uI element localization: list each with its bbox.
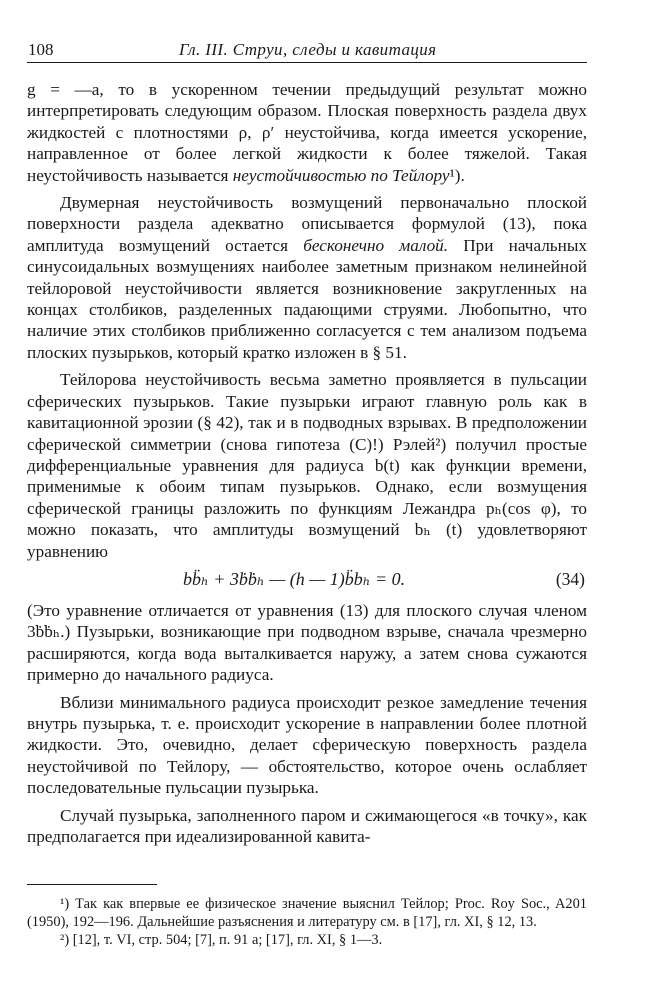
paragraph-6: Случай пузырька, заполненного паром и сжимающегося «в точку», как предполагается при идеализированной кавита- [27,805,587,846]
paragraph-3: Тейлорова неустойчивость весьма заметно проявляется в пульсации сферических пузырьков. Такие пузырьки играют главную роль как в кавитационной эрозии (§ 42), так и в подводных взрывах. В предположении сферической симметрии (снова гипотеза (C)!) Рэлей²) получил простые дифференциальные уравнения для радиуса b(t) как функции времени, применимые к обоим типам пузырьков. Однако, если возмущения сферической границы разложить по функциям Лежандра pₕ(cos φ), то можно показать, что амплитуды возмущений bₕ (t) удовлетворяют уравнению [27,370,587,561]
equation-number: (34) [555,568,585,589]
paragraph-1: g = —a, то в ускоренном течении предыдущий результат можно интерпретировать следующим образом. Плоская поверхность раздела двух жидкостей с плотностями ρ, ρ′ неустойчива, когда имеется ускорение, направленное от более легкой жидкости к более тяжелой. Такая неустойчивость называется неустойчивостью по Тейлору¹). [27,80,587,185]
term-infinitesimal: бесконечно малой. [303,235,449,255]
term-taylor-instability: неустойчивостью по Тейлору [232,165,450,185]
book-page [27,36,587,948]
running-title: Гл. III. Струи, следы и кавитация [179,40,437,59]
header-rule [27,62,587,63]
page-number: 108 [28,40,54,59]
footnotes [27,895,587,949]
paragraph-2: Двумерная неустойчивость возмущений первоначально плоской поверхности раздела адекватно описывается формулой (13), пока амплитуда возмущений остается бесконечно малой. При начальных синусоидальных возмущениях наиболее заметным признаком нелинейной тейлоровой неустойчивости является возникновение закругленных на концах столбиков, разделенных падающими струями. Любопытно, что наличие этих столбиков приближенно согласуется с тем анализом подъема плоских пузырьков, который кратко изложен в § 51. [27,193,587,362]
equation-34 [27,566,587,596]
footnote-1: ¹) Так как впервые ее физическое значение выяснил Тейлор; Proc. Roy Soc., A201 (1950), 192—196. Дальнейшие разъяснения и литературу см. в [17], гл. XI, § 12, 13. [27,896,587,930]
footnote-2: ²) [12], т. VI, стр. 504; [7], п. 91 а; [17], гл. XI, § 1—3. [60,932,383,948]
footnote-rule [27,884,157,885]
paragraph-4: (Это уравнение отличается от уравнения (13) для плоского случая членом 3ḃḃₕ.) Пузырьки, возникающие при подводном взрыве, сначала чрезмерно расширяются, когда вода выталкивается наружу, а затем снова сужаются примерно до начального радиуса. [27,600,587,685]
equation-formula: bb̈ₕ + 3ḃḃₕ — (h — 1)b̈bₕ = 0. [183,568,406,589]
paragraph-5: Вблизи минимального радиуса происходит резкое замедление течения внутрь пузырька, т. е. происходит ускорение в направлении более плотной жидкости. Это, очевидно, делает сферическую поверхность раздела неустойчивой по Тейлору, — обстоятельство, которое очень ослабляет последовательные пульсации пузырька. [27,692,587,798]
running-header [27,36,587,64]
main-text [27,79,587,853]
